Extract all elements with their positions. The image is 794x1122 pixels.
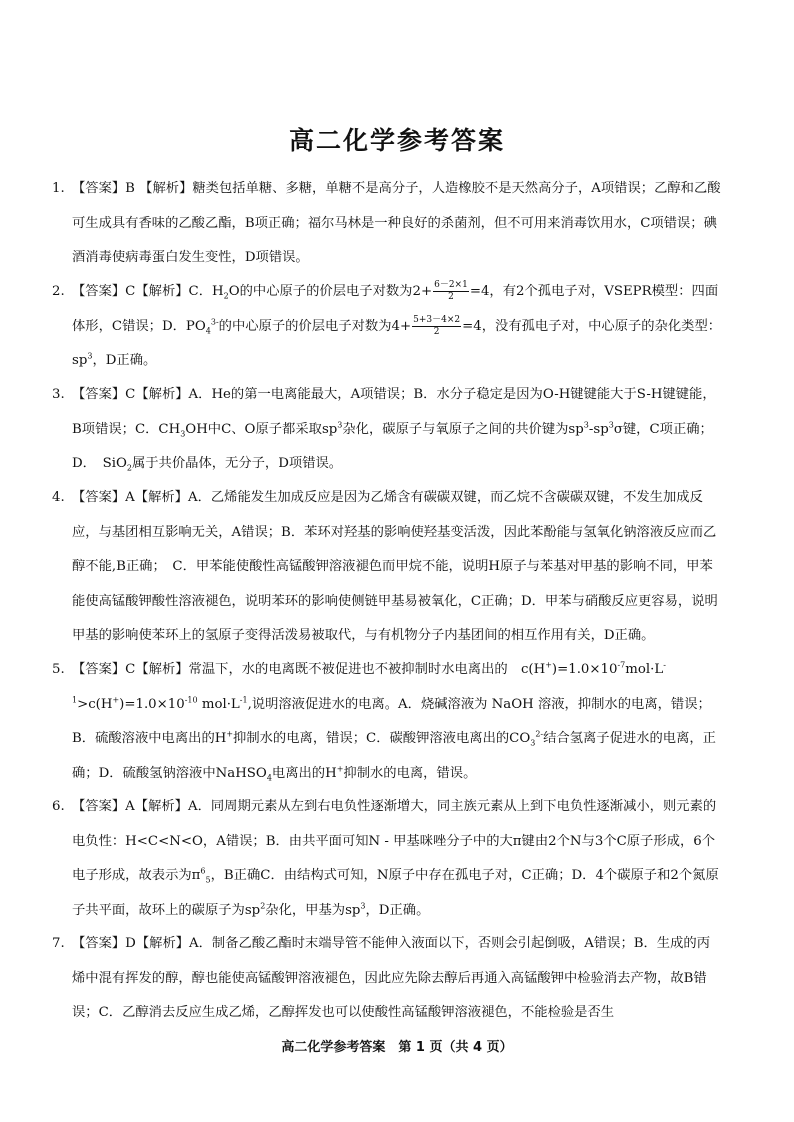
item-text: 【答案】A【解析】A．乙烯能发生加成反应是因为乙烯含有碳碳双键，而乙烷不含碳碳双键，不发生加成反应，与基团相互影响无关，A错误；B．苯环对羟基的影响使羟基变活泼，因此苯酚能与氢氧化钠溶液反应而乙醇不能,B正确； C．甲苯能使酸性高锰酸钾溶液褪色而甲烷不能，说明H原子与苯基对甲基的影响不同，甲苯能使高锰酸钾酸性溶液褪色，说明苯环的影响使侧链甲基易被氧化，C正确；D．甲苯与硝酸反应更容易，说明甲基的影响使苯环上的氢原子变得活泼易被取代，与有机物分子内基团间的相互作用有关，D正确。 [72,490,718,643]
superscript: 3 [337,420,343,430]
item-text-part: =4，有2个孤电子对，VSEPR模型：四面体形，C错误；D．PO [72,284,719,334]
item-text: 【答案】D【解析】A．制备乙酸乙酯时末端导管不能伸入液面以下，否则会引起倒吸，A错误；B．生成的丙烯中混有挥发的醇，醇也能使高锰酸钾溶液褪色，因此应先除去醇后再通入高锰酸钾中检验消去产物，故B错误；C．乙醇消去反应生成乙烯，乙醇挥发也可以使酸性高锰酸钾溶液褪色，不能检验是否生 [72,936,710,1020]
item-text-part: >c(H [77,696,113,712]
superscript: 3 [360,901,366,911]
item-number: 1. [52,181,65,196]
item-number: 4. [52,490,65,505]
item-text-part: mol·L [197,696,240,712]
page-title: 高二化学参考答案 [288,126,505,155]
item-number: 6. [52,799,65,814]
item-number: 5. [52,662,65,677]
superscript: + [545,660,552,670]
item-text-part: 属于共价晶体，无分子，D项错误。 [131,456,343,471]
superscript: 6 [200,866,206,876]
answer-item-5 [52,653,722,791]
fraction [412,315,461,338]
superscript: 3- [210,317,219,327]
subscript: 2 [126,463,132,473]
item-text-part: ，D正确。 [92,353,157,368]
item-text-part: ，D正确。 [365,902,430,918]
superscript: 3 [608,420,614,430]
subscript: 4 [205,326,211,336]
fraction-numerator: 5+3－4×2 [413,314,461,325]
superscript: + [112,695,120,705]
item-text-part: 的中心原子的价层电子对数为4+ [218,318,412,334]
superscript: + [226,729,234,739]
item-text-part: =4，没有孤电子对，中心原子的杂化类型：sp [72,318,722,368]
subscript: 2 [223,291,229,301]
subscript: 4 [266,773,272,783]
item-text-part: σ键，C项正确；D． SiO [72,421,713,471]
item-text-part: 结合氢离子促进水的电离，正确；D．硫酸氢钠溶液中NaHSO [72,731,716,781]
superscript: 2 [260,901,266,911]
superscript: -1 [239,695,248,705]
answer-item-3 [52,378,722,482]
item-text-part: 【答案】A【解析】A．同周期元素从左到右电负性逐渐增大，同主族元素从上到下电负性逐渐减小，则元素的电负性：H<C<N<O，A错误；B．由共平面可知N - 甲基咪唑分子中的大π键由2个N与3个C原子形成，6个电子形成，故表示为π [72,799,717,883]
item-text-part: 杂化，甲基为sp [265,902,361,918]
answer-item-4 [52,481,722,654]
item-text-part: 【答案】C【解析】A．He的第一电离能最大，A项错误；B．水分子稳定是因为O-H键键能大于S-H键键能，B项错误；C．CH [72,387,716,437]
fraction-denominator: 2 [448,292,454,302]
item-number: 2. [52,284,65,299]
item-text-part: 电离出的H [271,765,337,781]
item-text-part: ，B正确C．由结构式可知，N原子中存在孤电子对，C正确；D．4个碳原子和2个氮原子共平面，故环上的碳原子为sp [72,868,719,918]
superscript: 3 [583,420,589,430]
item-text-part: 【答案】C【解析】常温下，水的电离既不被促进也不被抑制时水电离出的 c(H [72,662,546,677]
item-text-part: OH中C、O原子都采取sp [185,421,338,437]
superscript: 2- [535,729,544,739]
item-text-part: mol·L [625,662,664,677]
item-text-part: 抑制水的电离，错误。 [343,765,477,781]
answer-item-6 [52,790,722,928]
subscript: 5 [205,875,211,885]
item-text-part: 【答案】C【解析】C．H [72,284,224,299]
fraction [433,280,469,303]
item-text: 【答案】B 【解析】糖类包括单糖、多糖，单糖不是高分子，人造橡胶不是天然高分子，A项错误；乙醇和乙酸可生成具有香味的乙酸乙酯，B项正确；福尔马林是一种良好的杀菌剂，但不可用来消毒饮用水，C项错误；碘酒消毒使病毒蛋白发生变性，D项错误。 [72,181,721,265]
superscript: -1 [72,660,666,705]
page-footer: 高二化学参考答案 第 1 页（共 4 页） [281,1040,513,1055]
answer-item-7 [52,927,722,1031]
fraction-numerator: 6－2×1 [434,280,468,290]
item-text-part: O的中心原子的价层电子对数为2+ [228,284,433,299]
subscript: 3 [530,738,536,748]
answer-item-2 [52,275,722,379]
fraction-denominator: 2 [433,326,440,337]
answer-item-1 [52,172,722,276]
superscript: + [336,764,344,774]
item-number: 3. [52,387,65,402]
item-number: 7. [52,936,65,951]
item-text-part: 杂化，碳原子与氧原子之间的共价键为sp [342,421,584,437]
superscript: -7 [617,660,626,670]
item-text-part: -sp [588,421,609,437]
item-text-part: ,说明溶液促进水的电离。A．烧碱溶液为 NaOH 溶液，抑制水的电离，错误；B．硫酸溶液中电离出的H [72,696,711,746]
subscript: 3 [180,429,186,439]
superscript: 3 [87,351,93,361]
superscript: -10 [184,695,198,705]
item-text-part: )=1.0×10 [551,662,618,677]
item-text-part: 抑制水的电离，错误；C．碳酸钾溶液电离出的CO [233,731,531,746]
item-text-part: )=1.0×10 [119,696,185,712]
